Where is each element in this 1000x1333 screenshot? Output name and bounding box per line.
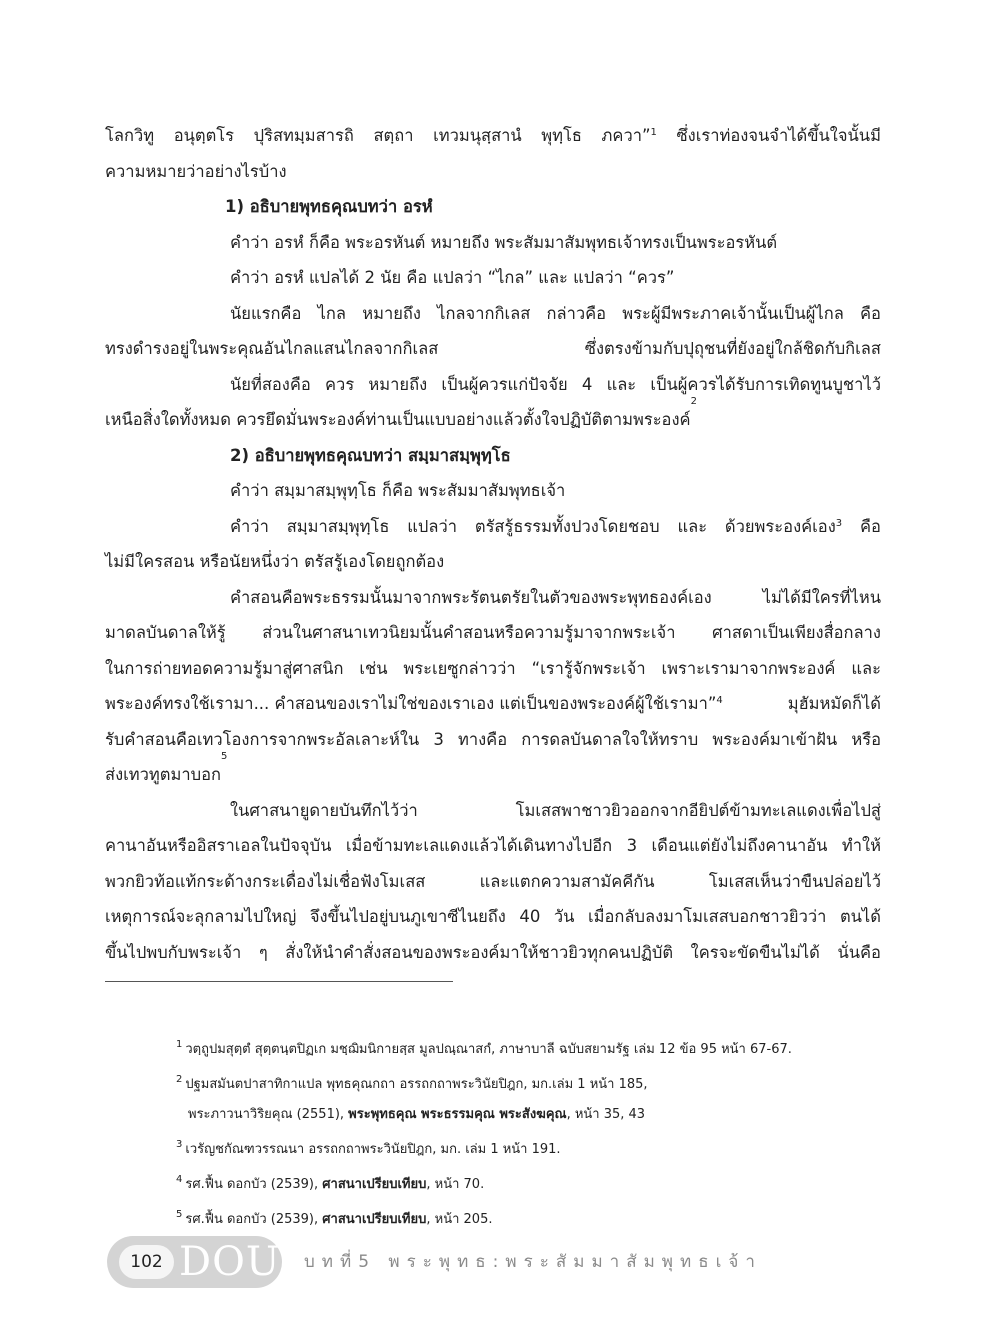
word: เพราะเรามาจากพระองค์	[661, 658, 836, 678]
page-number: 102	[119, 1245, 174, 1279]
word: คานาอันหรืออิสราเอลในปัจจุบัน	[105, 836, 332, 855]
text-line	[105, 367, 881, 403]
text: ส่งเทวทูตมาบอก	[105, 765, 222, 784]
footnote-book-title: ศาสนาเปรียบเทียบ	[322, 1177, 427, 1192]
footnote-number: 5	[176, 1209, 183, 1220]
text-line	[105, 580, 881, 616]
text-line	[105, 509, 881, 545]
text-line	[105, 544, 881, 580]
text-line	[105, 260, 881, 296]
heading-text: 1) อธิบายพุทธคุณบทว่า อรหํ	[225, 197, 433, 216]
footnote-number: 1	[176, 1039, 183, 1050]
word: นั่นคือ	[837, 942, 881, 962]
page-footer	[107, 1236, 897, 1288]
section-heading	[105, 189, 881, 225]
dou-logo: DOU	[179, 1239, 281, 1285]
word: เช่น	[359, 658, 388, 678]
word: และ	[677, 516, 708, 536]
footnote-number: 2	[176, 1074, 183, 1085]
footnote-book-title: พระพุทธคุณ พระธรรมคุณ พระสังฆคุณ	[348, 1107, 567, 1122]
word: ไกลจากกิเลส	[437, 303, 531, 323]
word: 40	[519, 907, 541, 926]
text: คำว่า อรหํ ก็คือ พระอรหันต์ หมายถึง พระสัมมาสัมพุทธเจ้าทรงเป็นพระอรหันต์	[230, 232, 778, 252]
word: ทางคือ	[457, 729, 508, 749]
word: ตรัสรู้ธรรมทั้งปวงโดยชอบ	[474, 516, 660, 536]
word: “เรารู้จักพระเจ้า	[531, 658, 646, 678]
text-line	[105, 864, 881, 900]
word: มุฮัมหมัดก็ได้	[787, 694, 881, 713]
footnote-text: รศ.ฟื้น ดอกบัว (2539),	[185, 1177, 323, 1192]
footnote-number: 3	[176, 1139, 183, 1150]
footnote-text: วตฺถูปมสุตฺตํ สุตฺตนฺตปิฏเก มชฺฌิมนิกายสฺส มูลปณฺณาสกํ, ภาษาบาลี ฉบับสยามรัฐ เล่ม 12 ข้อ 95 หน้า 67-67.	[185, 1042, 792, 1057]
word: เป็นผู้ควรได้รับการเทิดทูนบูชาไว้	[650, 374, 881, 394]
word: ขึ้นไปพบกับพระเจ้า	[105, 942, 242, 962]
word-with-footnote	[725, 509, 842, 545]
word: คือ	[859, 516, 881, 536]
word: พุทฺโธ	[541, 126, 582, 145]
text-line	[105, 686, 881, 722]
footnote-number: 4	[176, 1174, 183, 1185]
text-with-footnote	[105, 686, 723, 722]
word: ซึ่งเราท่องจนจำได้ขึ้นใจนั้นมี	[676, 126, 881, 145]
text-line	[105, 154, 881, 190]
chapter-title: บทที่5 พระพุทธ:พระสัมมาสัมพุทธเจ้า	[304, 1252, 762, 1272]
word: และ	[606, 374, 637, 394]
text-line	[105, 828, 881, 864]
word: ไกล	[317, 303, 346, 323]
word: ซึ่งตรงข้ามกับปุถุชนที่ยังอยู่ใกล้ชิดกับกิเลส	[584, 339, 881, 358]
footnote-continuation	[176, 1100, 896, 1130]
footnote-marker: 4	[716, 695, 723, 706]
word: แปลว่า	[407, 516, 458, 536]
text: เหนือสิ่งใดทั้งหมด ควรยึดมั่นพระองค์ท่านเป็นแบบอย่างแล้วตั้งใจปฏิบัติตามพระองค์	[105, 410, 691, 429]
text-line	[105, 225, 881, 261]
word: สั่งให้นำคำสั่งสอนของพระองค์มาให้ชาวยิวทุกคนปฏิบัติ	[285, 942, 674, 962]
word: 3	[626, 836, 638, 855]
word: พระเยซูกล่าวว่า	[403, 658, 516, 678]
footnote	[176, 1065, 896, 1100]
word: เหตุการณ์จะลุกลามไปใหญ่	[105, 907, 297, 926]
text-line	[105, 396, 881, 438]
word: อนุตฺตโร	[173, 126, 235, 145]
word: คือ	[860, 303, 881, 323]
text-line	[105, 751, 881, 793]
footnote-marker: 5	[221, 751, 228, 762]
word: นัยที่สองคือ	[230, 374, 311, 394]
footnotes	[176, 1030, 896, 1235]
text: ความหมายว่าอย่างไรบ้าง	[105, 161, 287, 181]
word: มาดลบันดาลให้รู้	[105, 623, 226, 642]
footnote-text: เวรัญชกัณฑวรรณนา อรรถกถาพระวินัยปิฎก, มก. เล่ม 1 หน้า 191.	[185, 1142, 561, 1157]
word: ใครจะขัดขืนไม่ได้	[690, 942, 820, 962]
word: นัยแรกคือ	[230, 303, 302, 323]
word: และ	[851, 658, 881, 678]
footnote	[176, 1165, 896, 1200]
word: ศาสดาเป็นเพียงสื่อกลาง	[712, 623, 881, 642]
word: ตนได้	[839, 907, 881, 926]
text-line	[105, 118, 881, 154]
word: ทำให้	[841, 836, 881, 855]
word: และแตกความสามัคคีกัน	[479, 871, 655, 891]
word: 3	[433, 729, 444, 749]
section-heading	[105, 438, 881, 474]
footnote-text: , หน้า 205.	[426, 1212, 493, 1227]
footnote-text: พระภาวนาวิริยคุณ (2551),	[188, 1107, 349, 1122]
word: โมเสสพาชาวยิวออกจากอียิปต์ข้ามทะเลแดงเพื่อไปสู่	[515, 800, 881, 820]
word: โมเสสเห็นว่าขืนปล่อยไว้	[708, 871, 881, 891]
word: การดลบันดาลใจให้ทราบ	[521, 729, 699, 749]
word: ควร	[325, 374, 355, 394]
footnote-marker: 1	[650, 127, 657, 138]
text-line	[105, 899, 881, 935]
text: คำว่า สมฺมาสมฺพุทฺโธ ก็คือ พระสัมมาสัมพุทธเจ้า	[230, 481, 566, 500]
word: โลกวิทู	[105, 126, 155, 145]
text: พระองค์ทรงใช้เรามา... คำสอนของเราไม่ใช่ของเราเอง แต่เป็นของพระองค์ผู้ใช้เรามา”	[105, 694, 717, 713]
footnote-divider	[105, 981, 453, 982]
word-with-footnote	[602, 118, 657, 154]
word: ส่วนในศาสนาเทวนิยมนั้นคำสอนหรือความรู้มาจากพระเจ้า	[262, 623, 676, 642]
word: พระผู้มีพระภาคเจ้านั้นเป็นผู้ไกล	[622, 303, 844, 323]
word: รับคำสอนคือเทวโองการจากพระอัลเลาะห์ใน	[105, 729, 420, 749]
text-line	[105, 793, 881, 829]
word: เดือนแต่ยังไม่ถึงคานาอัน	[651, 836, 828, 855]
text-line	[105, 615, 881, 651]
footnote	[176, 1030, 896, 1065]
word: ด้วยพระองค์เอง	[724, 516, 836, 536]
footnote-marker: 2	[690, 396, 697, 407]
word: 4	[581, 374, 593, 394]
word: หมายถึง	[368, 374, 428, 394]
heading-text: 2) อธิบายพุทธคุณบทว่า สมฺมาสมฺพุทฺโธ	[230, 445, 511, 465]
word: คำว่า	[230, 516, 269, 536]
word: ไม่ได้มีใครที่ไหน	[762, 587, 881, 607]
footnote	[176, 1130, 896, 1165]
body-text	[105, 118, 881, 970]
footnote-text: รศ.ฟื้น ดอกบัว (2539),	[185, 1212, 323, 1227]
footnote-marker: 3	[835, 517, 843, 529]
text-line	[105, 935, 881, 971]
footnote-text: , หน้า 35, 43	[566, 1107, 646, 1122]
footnote-text: ปฐมสมันตปาสาทิกาแปล พุทธคุณกถา อรรถกถาพระวินัยปิฎก, มก.เล่ม 1 หน้า 185,	[185, 1077, 648, 1092]
text-line	[105, 331, 881, 367]
word: เมื่อข้ามทะเลแดงแล้วได้เดินทางไปอีก	[345, 836, 613, 855]
text-line	[105, 473, 881, 509]
word: วัน	[553, 907, 575, 926]
text: คำว่า อรหํ แปลได้ 2 นัย คือ แปลว่า “ไกล” และ แปลว่า “ควร”	[230, 268, 675, 287]
word: ทรงดำรงอยู่ในพระคุณอันไกลแสนไกลจากกิเลส	[105, 339, 439, 358]
footer-badge	[107, 1236, 282, 1288]
word: ในศาสนายูดายบันทึกไว้ว่า	[230, 800, 418, 820]
word: กล่าวคือ	[546, 303, 607, 323]
word: หรือ	[851, 729, 881, 749]
text-line	[105, 651, 881, 687]
word: เมื่อกลับลงมาโมเสสบอกชาวยิวว่า	[587, 907, 827, 926]
footnote-text: , หน้า 70.	[426, 1177, 485, 1192]
word: หมายถึง	[362, 303, 421, 323]
word: ในการถ่ายทอดความรู้มาสู่ศาสนิก	[105, 658, 344, 678]
footnote-book-title: ศาสนาเปรียบเทียบ	[322, 1212, 427, 1227]
word: พวกยิวท้อแท้กระด้างกระเดื่องไม่เชื่อฟังโมเสส	[105, 871, 426, 891]
footnote	[176, 1200, 896, 1235]
word: คำสอนคือพระธรรมนั้นมาจากพระรัตนตรัยในตัวของพระพุทธองค์เอง	[230, 587, 712, 607]
word: พระองค์มาเข้าฝัน	[712, 729, 838, 749]
word: สตฺถา	[373, 126, 414, 145]
word: ๆ	[258, 942, 268, 962]
word: สมฺมาสมฺพุทฺโธ	[286, 516, 390, 536]
text: ไม่มีใครสอน หรือนัยหนึ่งว่า ตรัสรู้เองโดยถูกต้อง	[105, 552, 445, 571]
word: ปุริสทมฺมสารถิ	[253, 126, 354, 145]
text-line	[105, 296, 881, 332]
word: เป็นผู้ควรแก่ปัจจัย	[441, 374, 568, 394]
word: ภควา”	[601, 126, 651, 145]
word: จึงขึ้นไปอยู่บนภูเขาซีไนยถึง	[309, 907, 506, 926]
word: เทวมนุสฺสานํ	[433, 126, 522, 145]
